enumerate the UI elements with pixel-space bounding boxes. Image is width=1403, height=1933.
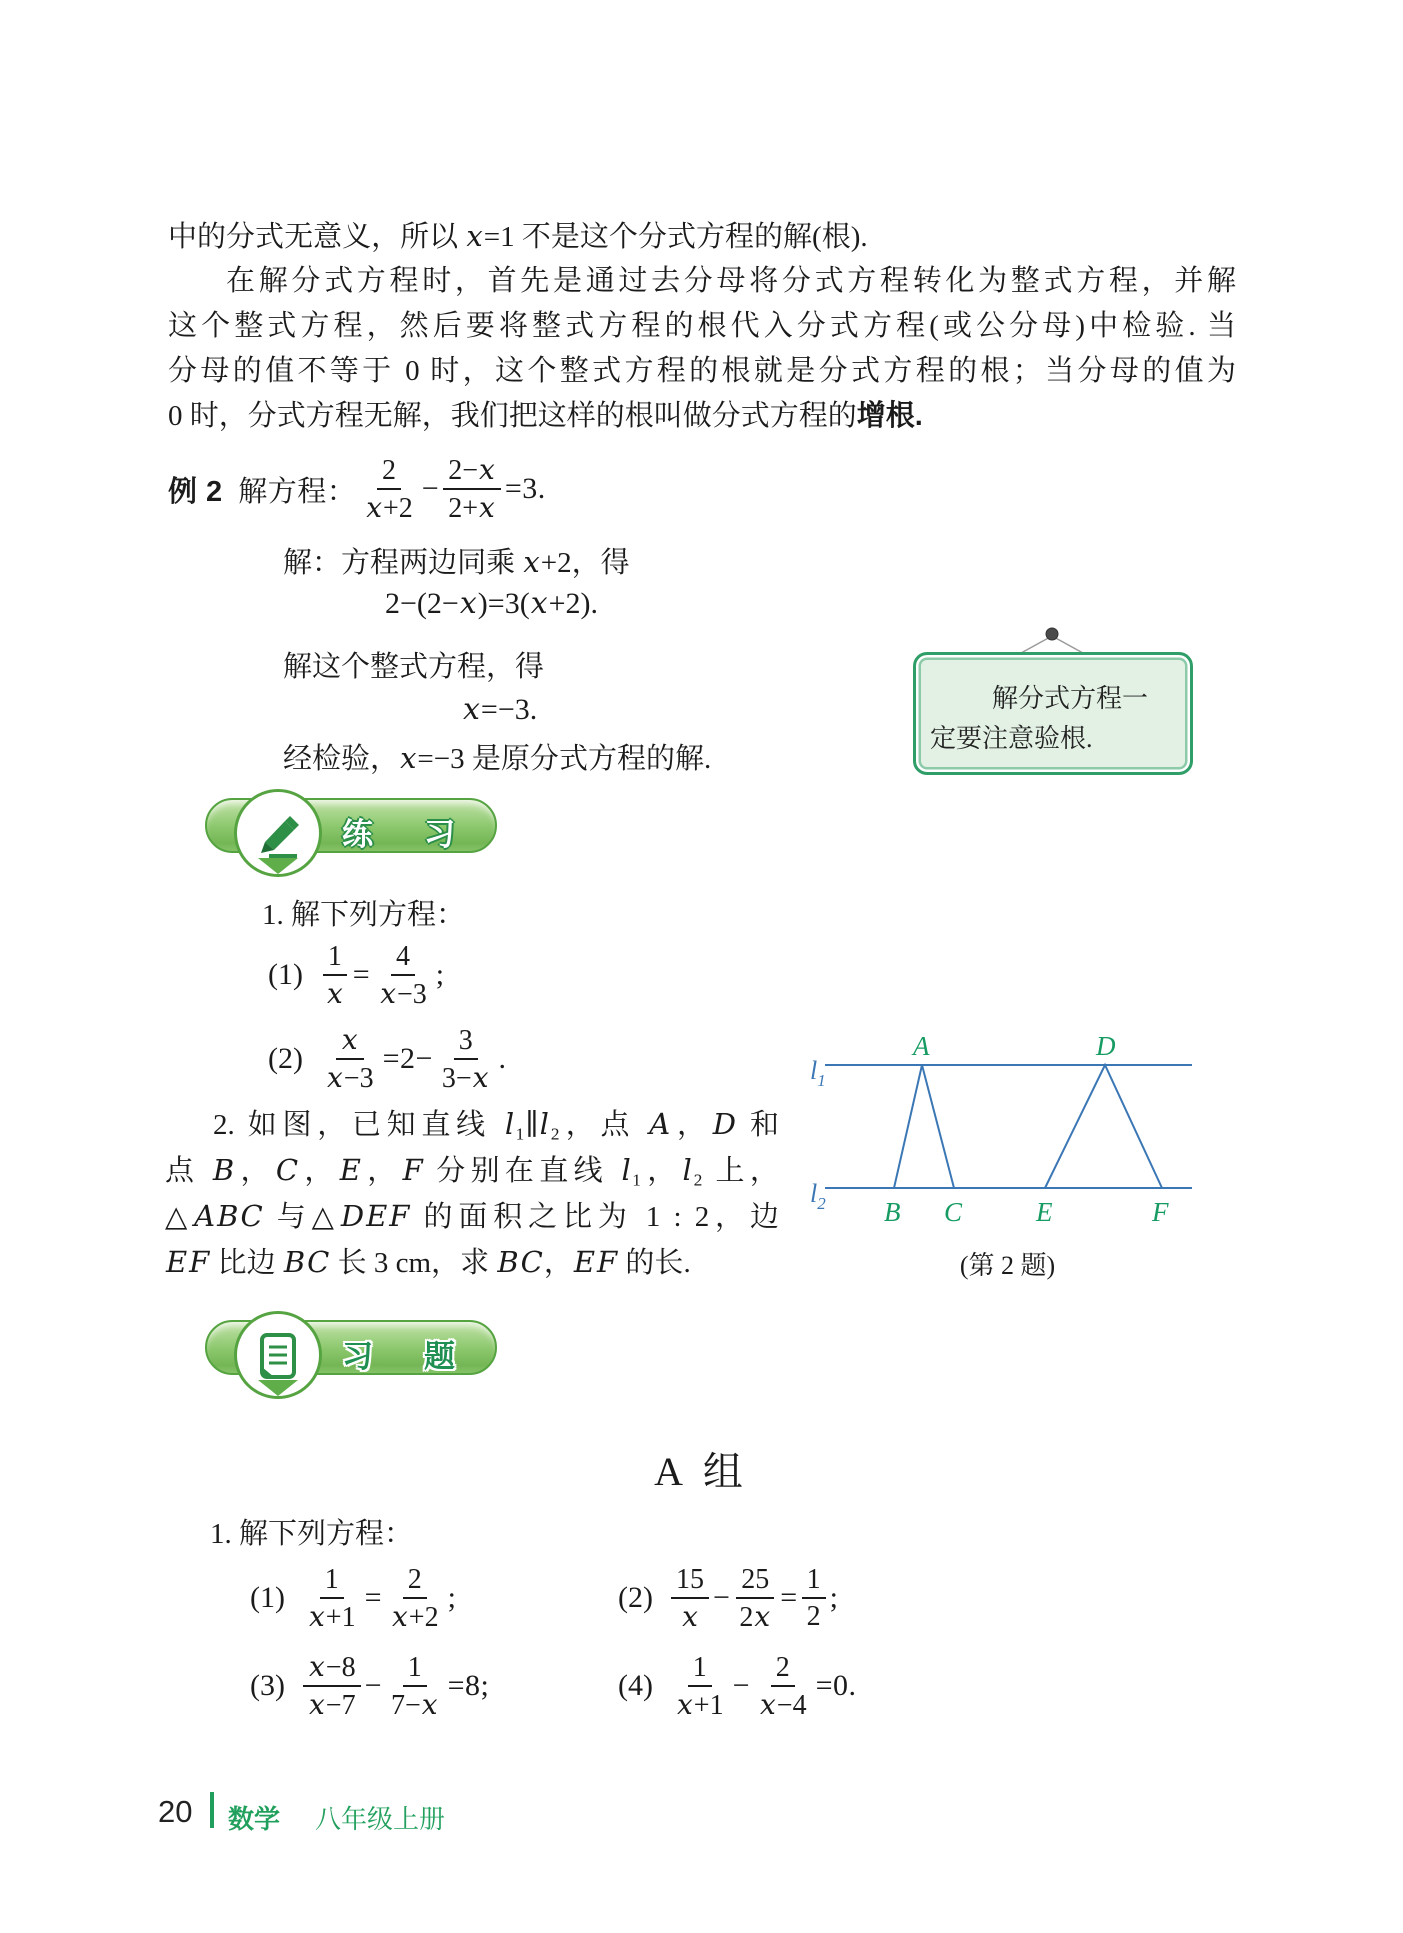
footer-edition: 八年级上册 [315,1804,446,1834]
label-C: C [944,1197,963,1227]
homework-eq-3: $\frac{x-8}{x-7}$ − $\frac{1}{7-x}$ =8; [299,1649,489,1723]
practice-q2-line-2: 点 B，C，E，F 分别在直线 l₁，l₂ 上， [165,1153,779,1187]
practice-q2-text [165,1102,779,1286]
practice-q2-line-3: △ABC 与△DEF 的面积之比为 1 : 2，边 [165,1199,779,1233]
homework-eq-2: $\frac{15}{x}$ − $\frac{25}{2x}$ = $\frac{1}{2}$ ; [667,1562,838,1635]
practice-badge-label: 练 习 [342,817,465,852]
label-D: D [1096,1031,1116,1061]
notepad-icon [249,1326,307,1384]
practice-q1-label: 1. 解下列方程： [262,899,466,931]
label-l1: $l_1$ [810,1056,826,1090]
parallel-lines-figure [800,1025,1215,1240]
homework-item-1 [250,1554,456,1642]
label-E: E [1036,1197,1053,1227]
intro-line-2: 在解分式方程时，首先是通过去分母将分式方程转化为整式方程，并解 [226,265,1236,297]
triangle-def [1045,1065,1162,1188]
example2-eq2: 2−(2−x)=3(x+2). [385,586,599,621]
item-label: (4) [618,1669,653,1702]
example2-step1: 解：方程两边同乘 x+2，得 [283,545,630,579]
note-line-2: 定要注意验根. [930,724,1093,753]
intro-line-5: 0 时，分式方程无解，我们把这样的根叫做分式方程的增根. [168,400,923,432]
practice-q2-line-1: 2. 如图，已知直线 l₁∥l₂，点 A，D 和 [213,1107,779,1141]
example2-conclusion: 经检验，x=−3 是原分式方程的解. [283,741,712,775]
footer-divider [210,1792,214,1828]
example2-step2: 解这个整式方程，得 [283,651,545,683]
item-label: (2) [268,1042,303,1075]
practice-eq-2: $\frac{x}{x-3}$ =2− $\frac{3}{3-x}$ . [326,1023,507,1094]
homework-q1-label: 1. 解下列方程： [210,1518,414,1550]
homework-eq-4: $\frac{1}{x+1}$ − $\frac{2}{x-4}$ =0. [676,1651,857,1721]
note-box [913,652,1193,775]
intro-line-4: 分母的值不等于 0 时，这个整式方程的根就是分式方程的根；当分母的值为 [168,355,1236,387]
homework-badge-pointer [258,1380,298,1396]
homework-item-3 [250,1642,489,1730]
practice-q1-item-2 [268,1016,507,1102]
example2-label: 例 2 [168,475,223,508]
practice-eq-1: $\frac{1}{x}$ = $\frac{4}{x-3}$ ; [317,939,445,1012]
practice-q2-line-4: EF 比边 BC 长 3 cm，求 BC，EF 的长. [166,1245,691,1279]
homework-eq-1: $\frac{1}{x+1}$ = $\frac{2}{x+2}$ ; [308,1563,457,1633]
intro-line-3: 这个整式方程，然后要将整式方程的根代入分式方程(或公分母)中检验. 当 [168,310,1236,342]
item-label: (3) [250,1669,285,1702]
practice-q1-item-1 [268,932,445,1018]
label-B: B [884,1197,901,1227]
practice-badge-pointer [258,858,298,874]
page-number: 20 [158,1794,193,1829]
example2-equation: $\frac{2}{x+2}$ − $\frac{2-x}{2+x}$ =3. [366,453,546,524]
item-label: (2) [618,1581,653,1614]
pencil-icon [249,804,307,862]
triangle-abc [894,1065,954,1188]
label-l2: $l_2$ [810,1179,826,1213]
homework-badge-label: 习 题 [342,1339,465,1374]
intro-line-1: 中的分式无意义，所以 x=1 不是这个分式方程的解(根). [168,219,868,253]
figure-caption: (第 2 题) [959,1251,1056,1280]
footer-subject: 数学 [228,1804,281,1834]
example2-eq3: x=−3. [463,692,538,727]
item-label: (1) [250,1581,285,1614]
bold-term-extraneous-root: 增根. [856,400,923,432]
label-A: A [913,1031,930,1061]
homework-item-2 [618,1554,838,1642]
example2-prompt [223,473,239,506]
homework-item-4 [618,1642,857,1730]
note-line-1: 解分式方程一 [992,684,1149,713]
group-a-heading: A 组 [654,1449,749,1494]
label-F: F [1152,1197,1169,1227]
item-label: (1) [268,958,303,991]
example2-row: 例 2 解方程： $\frac{2}{x+2}$ − $\frac{2-x}{2+x}$ =3. [168,453,546,524]
